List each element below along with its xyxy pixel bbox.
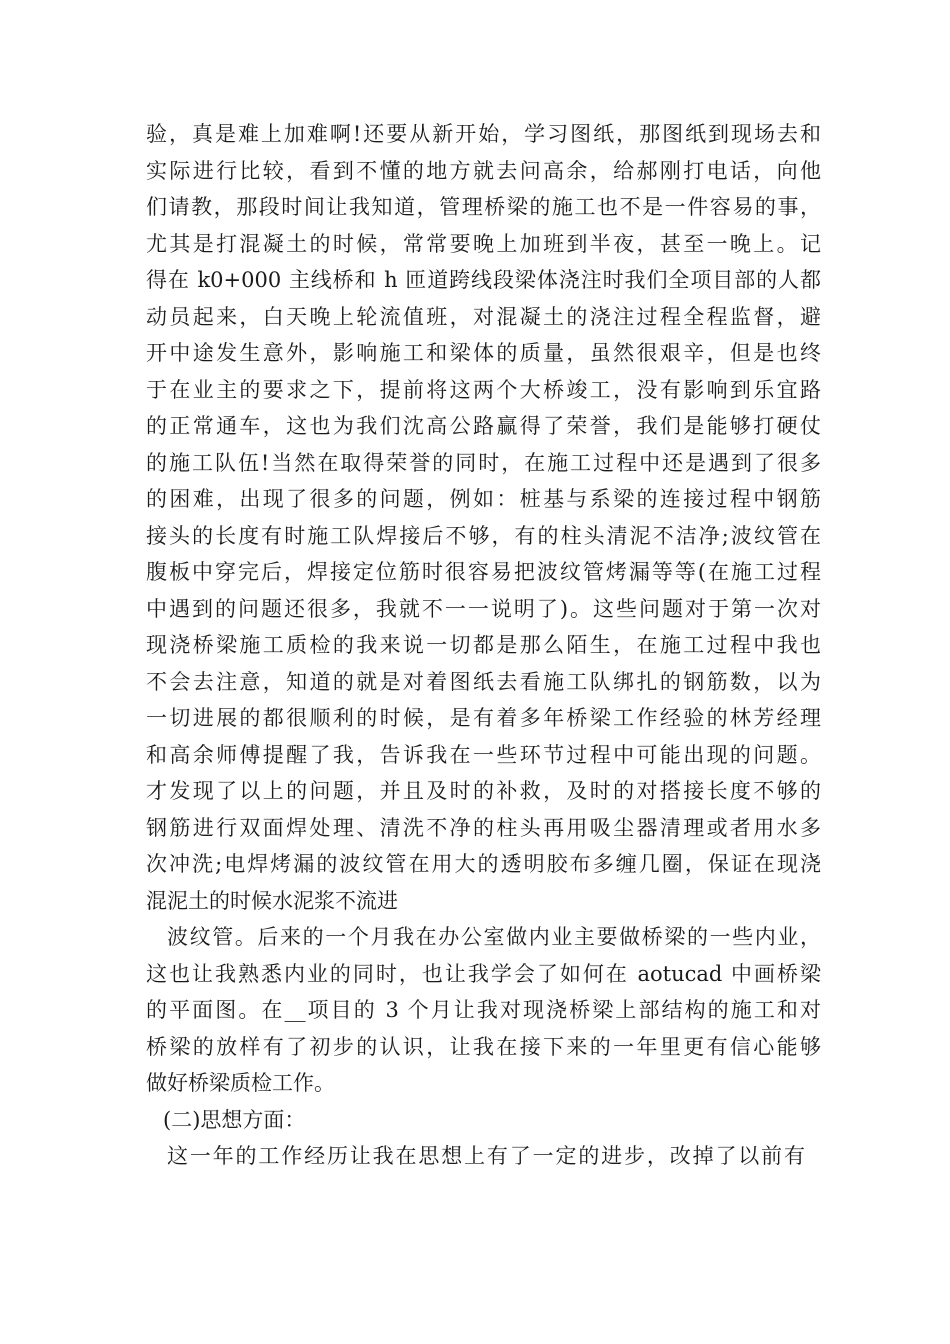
- text-line-content: 的正常通车，这也为我们沈高公路赢得了荣誉，我们是能够打硬仗: [146, 414, 821, 438]
- text-line: [0, 372, 950, 408]
- text-line: [0, 299, 950, 335]
- text-line: [0, 481, 950, 517]
- section-heading-text: (二)思想方面：: [163, 1108, 306, 1132]
- text-line: [0, 226, 950, 262]
- text-line: [0, 554, 950, 590]
- text-line-content: 尤其是打混凝土的时候，常常要晚上加班到半夜，甚至一晚上。记: [146, 232, 821, 256]
- text-line: [0, 116, 950, 152]
- text-line-content: 得在 k0+000 主线桥和 h 匝道跨线段梁体浇注时我们全项目部的人都: [146, 268, 821, 292]
- text-line: [0, 262, 950, 298]
- text-line-content: 的施工队伍!当然在取得荣誉的同时，在施工过程中还是遇到了很多: [146, 451, 821, 475]
- text-line: [0, 956, 950, 992]
- text-line-content: 混泥土的时候水泥浆不流进: [146, 889, 398, 913]
- text-line-content: 次冲洗;电焊烤漏的波纹管在用大的透明胶布多缠几圈，保证在现浇: [146, 852, 821, 876]
- text-line: [0, 189, 950, 225]
- text-line-content: 们请教，那段时间让我知道，管理桥梁的施工也不是一件容易的事，: [146, 195, 821, 219]
- text-line-content: 现浇桥梁施工质检的我来说一切都是那么陌生，在施工过程中我也: [146, 633, 821, 657]
- text-line-content: 的平面图。在__项目的 3 个月让我对现浇桥梁上部结构的施工和对: [146, 998, 821, 1022]
- text-line: [0, 919, 950, 955]
- text-line: [0, 1029, 950, 1065]
- text-line: [0, 773, 950, 809]
- text-line-content: 的困难，出现了很多的问题，例如：桩基与系梁的连接过程中钢筋: [146, 487, 821, 511]
- text-line-content: 波纹管。后来的一个月我在办公室做内业主要做桥梁的一些内业，: [167, 925, 821, 949]
- text-line-content: 接头的长度有时施工队焊接后不够，有的柱头清泥不洁净;波纹管在: [146, 524, 821, 548]
- text-line: [0, 700, 950, 736]
- text-line: [0, 883, 950, 919]
- text-line-content: 桥梁的放样有了初步的认识，让我在接下来的一年里更有信心能够: [146, 1035, 821, 1059]
- text-line: [0, 737, 950, 773]
- text-line-content: 于在业主的要求之下，提前将这两个大桥竣工，没有影响到乐宜路: [146, 378, 821, 402]
- text-line-content: 这也让我熟悉内业的同时，也让我学会了如何在 aotucad 中画桥梁: [146, 962, 821, 986]
- text-line-content: 和高余师傅提醒了我，告诉我在一些环节过程中可能出现的问题。: [146, 743, 821, 767]
- text-line-content: 中遇到的问题还很多，我就不一一说明了)。这些问题对于第一次对: [146, 597, 821, 621]
- text-line: [0, 664, 950, 700]
- text-line-content: 腹板中穿完后，焊接定位筋时很容易把波纹管烤漏等等(在施工过程: [146, 560, 821, 584]
- text-line-content: 做好桥梁质检工作。: [146, 1071, 335, 1095]
- text-line-content: 才发现了以上的问题，并且及时的补救，及时的对搭接长度不够的: [146, 779, 821, 803]
- text-line-content: 这一年的工作经历让我在思想上有了一定的进步，改掉了以前有: [167, 1144, 805, 1168]
- text-line-content: 一切进展的都很顺利的时候，是有着多年桥梁工作经验的林芳经理: [146, 706, 821, 730]
- text-line-content: 开中途发生意外，影响施工和梁体的质量，虽然很艰辛，但是也终: [146, 341, 821, 365]
- text-line: [0, 153, 950, 189]
- text-line-content: 钢筋进行双面焊处理、清洗不净的柱头再用吸尘器清理或者用水多: [146, 816, 821, 840]
- text-line: [0, 445, 950, 481]
- text-line: [0, 627, 950, 663]
- text-line-content: 实际进行比较，看到不懂的地方就去问高余，给郝刚打电话，向他: [146, 159, 821, 183]
- text-line: [0, 992, 950, 1028]
- text-line-content: 不会去注意，知道的就是对着图纸去看施工队绑扎的钢筋数，以为: [146, 670, 821, 694]
- text-line: [0, 810, 950, 846]
- text-line: [0, 1138, 950, 1174]
- text-line: [0, 846, 950, 882]
- text-line: [0, 518, 950, 554]
- text-line-content: 验，真是难上加难啊!还要从新开始，学习图纸，那图纸到现场去和: [146, 122, 821, 146]
- text-line: [0, 1065, 950, 1101]
- section-heading: [0, 1102, 950, 1138]
- text-line: [0, 591, 950, 627]
- text-line-content: 动员起来，白天晚上轮流值班，对混凝土的浇注过程全程监督，避: [146, 305, 821, 329]
- text-line: [0, 408, 950, 444]
- text-line: [0, 335, 950, 371]
